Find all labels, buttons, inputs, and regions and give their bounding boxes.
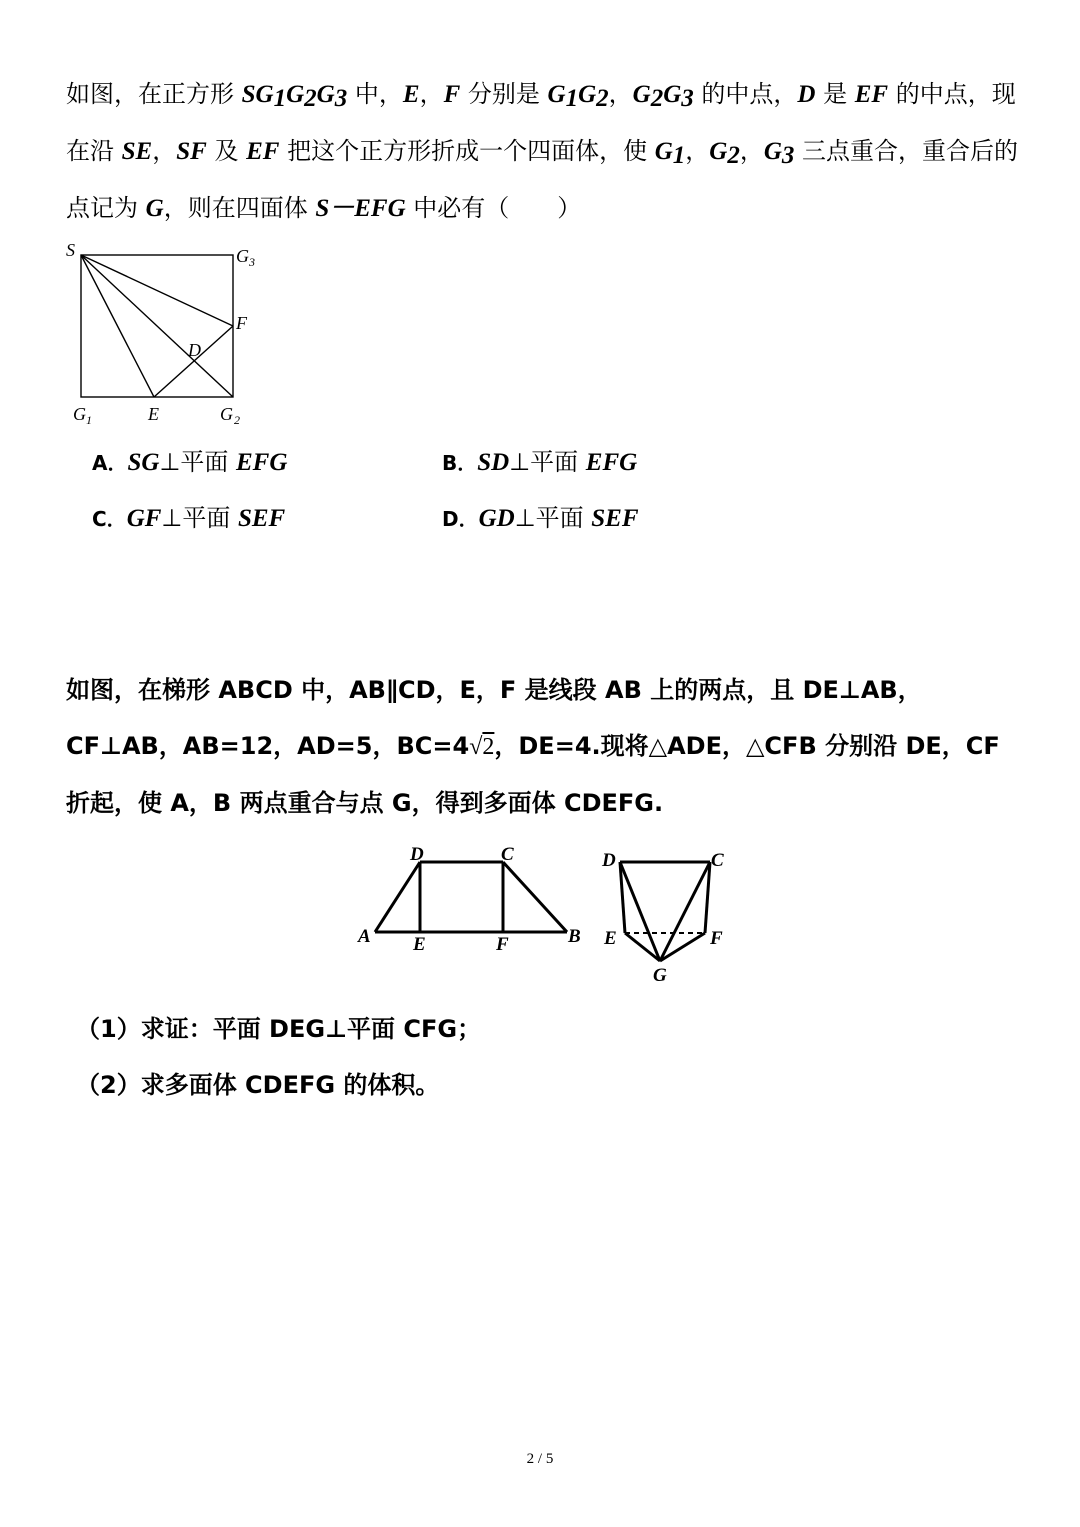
option-b[interactable]: B．SD⊥平面 EFG	[442, 448, 638, 476]
label-g-polyhedron: G	[653, 965, 667, 986]
option-a[interactable]: A．SG⊥平面 EFG	[92, 448, 288, 476]
label-e: E	[148, 404, 159, 424]
problem2-statement: 如图，在梯形 ABCD 中，AB∥CD，E，F 是线段 AB 上的两点，且 DE⊥AB，CF⊥AB，AB=12，AD=5，BC=4√2，DE=4.现将△ADE，△CFB 分别沿 DE，CF 折起，使 A，B 两点重合与点 G，得到多面体 CDEFG.	[66, 676, 1000, 817]
option-c[interactable]: C．GF⊥平面 SEF	[92, 504, 286, 532]
option-d[interactable]: D．GD⊥平面 SEF	[442, 504, 639, 532]
label-s: S	[66, 240, 75, 260]
label-e-trapezoid: E	[413, 934, 426, 955]
problem1-statement: 如图，在正方形 $SG_1G_2G_3$ 中，E，F 分别是 $G_1G_2$，$G_2G_3$ 的中点，D 是 EF 的中点，现在沿 SE，SF 及 EF 把这个正方形折成一个四面体，使 $G_1$，$G_2$，$G_3$ 三点重合，重合后的点记为 G，则在四面体 S－EFG 中必有（ ）	[66, 80, 1019, 222]
label-g2-sub: 2	[234, 413, 240, 427]
trapezoid-fold-figure	[350, 840, 750, 990]
label-f-trapezoid: F	[496, 934, 509, 955]
label-c-trapezoid: C	[501, 844, 514, 865]
label-g2: G	[220, 404, 233, 424]
label-d-polyhedron: D	[602, 850, 616, 871]
square-fold-figure	[60, 238, 280, 430]
label-f-polyhedron: F	[710, 928, 723, 949]
question-1: （1）求证：平面 DEG⊥平面 CFG；	[76, 1015, 482, 1043]
sqrt-expression: √2	[469, 734, 495, 760]
label-g3-sub: 3	[249, 255, 255, 269]
label-a-trapezoid: A	[358, 926, 371, 947]
label-c-polyhedron: C	[711, 850, 724, 871]
label-e-polyhedron: E	[604, 928, 617, 949]
question-2: （2）求多面体 CDEFG 的体积。	[76, 1071, 440, 1099]
label-g1: G	[73, 404, 86, 424]
label-f: F	[236, 313, 247, 333]
label-d: D	[188, 340, 201, 360]
page-number: 2 / 5	[526, 1451, 554, 1467]
label-b-trapezoid: B	[568, 926, 581, 947]
label-d-trapezoid: D	[410, 844, 424, 865]
label-g3: G	[236, 246, 249, 266]
label-g1-sub: 1	[86, 413, 92, 427]
